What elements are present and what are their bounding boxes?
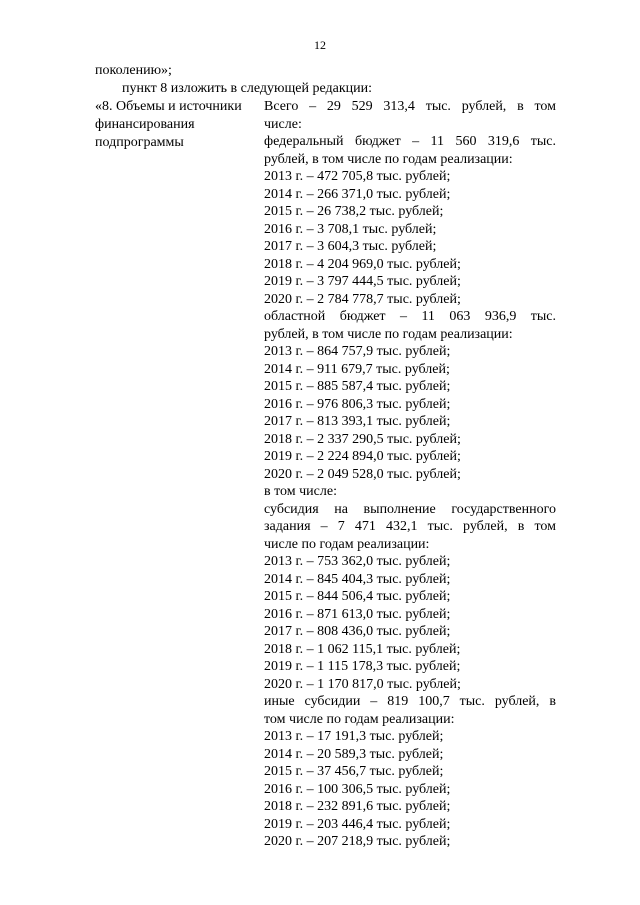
funding-line: 2013 г. – 17 191,3 тыс. рублей; (264, 729, 444, 744)
funding-line: 2013 г. – 864 757,9 тыс. рублей; (264, 344, 451, 359)
funding-line: 2018 г. – 232 891,6 тыс. рублей; (264, 799, 451, 814)
funding-details (264, 98, 556, 851)
funding-line: федеральный бюджет – 11 560 319,6 тыс. (264, 134, 556, 149)
funding-line: рублей, в том числе по годам реализации: (264, 326, 513, 342)
section-heading-line: «8. Объемы и источники (95, 99, 242, 114)
funding-line: 2014 г. – 845 404,3 тыс. рублей; (264, 571, 451, 587)
funding-line: 2020 г. – 2 784 778,7 тыс. рублей; (264, 291, 461, 307)
funding-line: 2018 г. – 2 337 290,5 тыс. рублей; (264, 431, 461, 447)
funding-line: 2018 г. – 1 062 115,1 тыс. рублей; (264, 641, 461, 657)
funding-line: том числе по годам реализации: (264, 711, 455, 727)
funding-line: областной бюджет – 11 063 936,9 тыс. (264, 309, 556, 324)
lead-line-1: поколению»; (95, 63, 172, 78)
funding-line: 2015 г. – 37 456,7 тыс. рублей; (264, 764, 444, 779)
funding-line: 2020 г. – 2 049 528,0 тыс. рублей; (264, 466, 461, 482)
page-number: 12 (314, 38, 326, 52)
funding-line: в том числе: (264, 484, 337, 499)
funding-line: рублей, в том числе по годам реализации: (264, 151, 513, 167)
funding-line: 2020 г. – 1 170 817,0 тыс. рублей; (264, 676, 461, 692)
funding-line: 2019 г. – 203 446,4 тыс. рублей; (264, 816, 451, 832)
section-heading-line: подпрограммы (95, 135, 184, 150)
funding-line: иные субсидии – 819 100,7 тыс. рублей, в (264, 694, 556, 709)
funding-line: 2017 г. – 3 604,3 тыс. рублей; (264, 239, 437, 254)
funding-line: числе: (264, 116, 302, 132)
section-heading (95, 98, 260, 152)
funding-line: 2018 г. – 4 204 969,0 тыс. рублей; (264, 256, 461, 272)
funding-line: 2014 г. – 911 679,7 тыс. рублей; (264, 361, 450, 377)
funding-line: 2016 г. – 976 806,3 тыс. рублей; (264, 396, 451, 412)
funding-line: 2015 г. – 26 738,2 тыс. рублей; (264, 204, 444, 219)
funding-line: 2016 г. – 3 708,1 тыс. рублей; (264, 221, 437, 237)
funding-line: 2019 г. – 2 224 894,0 тыс. рублей; (264, 449, 461, 464)
funding-line: числе по годам реализации: (264, 536, 430, 552)
funding-line: 2020 г. – 207 218,9 тыс. рублей; (264, 834, 451, 849)
funding-line: 2016 г. – 100 306,5 тыс. рублей; (264, 781, 451, 797)
funding-line: Всего – 29 529 313,4 тыс. рублей, в том (264, 99, 556, 114)
section-heading-line: финансирования (95, 117, 195, 132)
funding-line: 2017 г. – 813 393,1 тыс. рублей; (264, 414, 451, 429)
funding-line: 2015 г. – 885 587,4 тыс. рублей; (264, 379, 451, 394)
funding-line: 2014 г. – 266 371,0 тыс. рублей; (264, 186, 451, 202)
funding-line: 2017 г. – 808 436,0 тыс. рублей; (264, 624, 451, 639)
funding-line: 2019 г. – 3 797 444,5 тыс. рублей; (264, 274, 461, 289)
funding-line: 2015 г. – 844 506,4 тыс. рублей; (264, 589, 451, 604)
funding-line: 2014 г. – 20 589,3 тыс. рублей; (264, 746, 444, 762)
funding-line: 2016 г. – 871 613,0 тыс. рублей; (264, 606, 451, 622)
funding-line: 2013 г. – 472 705,8 тыс. рублей; (264, 169, 451, 184)
lead-line-2: пункт 8 изложить в следующей редакции: (122, 81, 372, 96)
funding-line: задания – 7 471 432,1 тыс. рублей, в том (264, 519, 556, 534)
funding-line: 2013 г. – 753 362,0 тыс. рублей; (264, 554, 451, 569)
funding-line: 2019 г. – 1 115 178,3 тыс. рублей; (264, 659, 461, 674)
funding-line: субсидия на выполнение государственного (264, 501, 556, 517)
